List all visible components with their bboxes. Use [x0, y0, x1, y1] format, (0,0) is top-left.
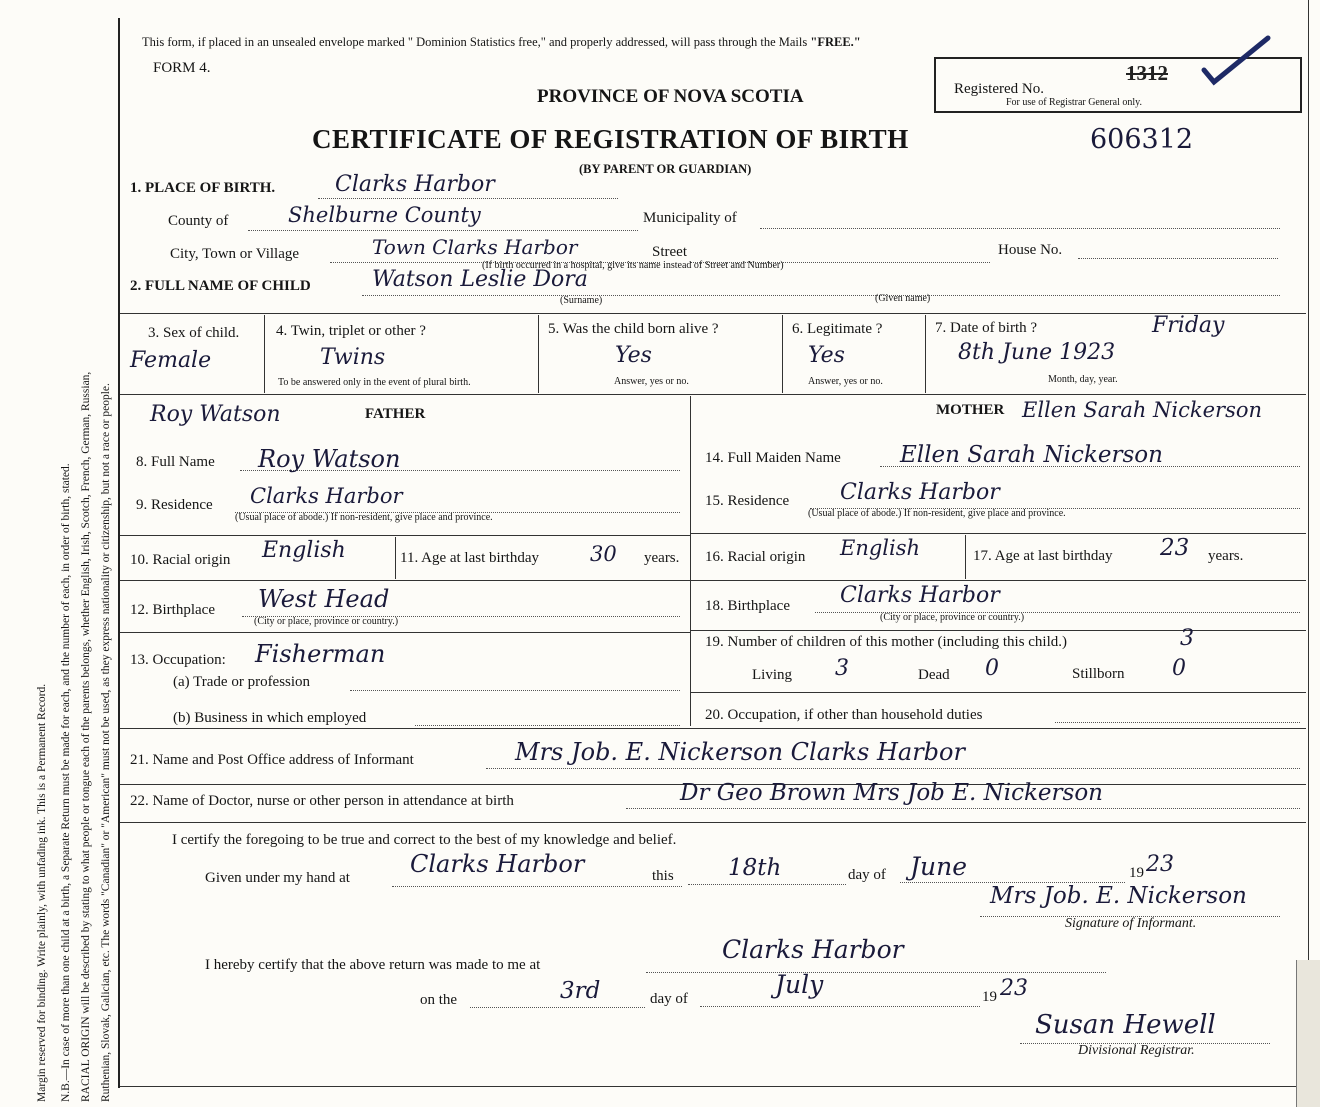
- doctor-line: [626, 808, 1300, 809]
- house-line: [1078, 258, 1278, 259]
- dob-day: Friday: [1152, 313, 1225, 338]
- father-race-sep: [395, 537, 396, 579]
- informant-line: [486, 768, 1300, 769]
- mother-residence-value: Clarks Harbor: [840, 480, 1000, 505]
- row3-sep-4: [925, 315, 926, 393]
- father-race-label: 10. Racial origin: [130, 552, 231, 568]
- informant-signature-label: Signature of Informant.: [1065, 916, 1197, 931]
- row3-sep-3: [782, 315, 783, 393]
- mail-note: This form, if placed in an unsealed envelope marked " Dominion Statistics free," and properly addressed, will pass through the Mails "FREE.": [142, 35, 861, 49]
- registered-note: For use of Registrar General only.: [1006, 97, 1142, 108]
- registrar-label: Divisional Registrar.: [1078, 1043, 1195, 1058]
- given-label: Given under my hand at: [205, 870, 350, 886]
- county-label: County of: [168, 213, 229, 229]
- mother-occupation-label: 20. Occupation, if other than household duties: [705, 707, 983, 723]
- informant-value: Mrs Job. E. Nickerson Clarks Harbor: [515, 738, 965, 766]
- child-name-label: 2. FULL NAME OF CHILD: [130, 278, 311, 294]
- legitimate-note: Answer, yes or no.: [808, 376, 883, 387]
- dob-value: 8th June 1923: [958, 340, 1116, 365]
- father-heading: FATHER: [365, 406, 426, 422]
- alive-value: Yes: [615, 343, 652, 368]
- mother-heading: MOTHER: [936, 402, 1005, 418]
- registrar-day-of: day of: [650, 991, 688, 1007]
- registrar-day-value: 3rd: [560, 978, 601, 1004]
- alive-note: Answer, yes or no.: [614, 376, 689, 387]
- given-month-value: June: [910, 852, 968, 881]
- page-curl: [1296, 960, 1320, 1107]
- father-race-value: English: [262, 538, 346, 563]
- mother-residence-label: 15. Residence: [705, 493, 790, 509]
- place-of-birth-label: 1. PLACE OF BIRTH.: [130, 180, 276, 196]
- child-name-value: Watson Leslie Dora: [372, 267, 588, 292]
- father-residence-label: 9. Residence: [136, 497, 213, 513]
- mother-age-years: years.: [1208, 548, 1244, 564]
- place-line: [318, 198, 618, 199]
- divider-top-row3: [120, 313, 1306, 314]
- mother-race-value: English: [840, 536, 921, 560]
- father-name-value: Roy Watson: [258, 445, 401, 473]
- parents-bottom: [120, 728, 1306, 729]
- registered-number: 1312: [1126, 61, 1168, 85]
- twin-value: Twins: [320, 345, 386, 370]
- checkmark-icon: [1198, 32, 1278, 92]
- city-label: City, Town or Village: [170, 246, 300, 262]
- trade-label: (a) Trade or profession: [173, 674, 311, 690]
- registrar-day-line: [470, 1007, 645, 1008]
- given-year-suffix: 23: [1146, 852, 1174, 877]
- doctor-label: 22. Name of Doctor, nurse or other person in attendance at birth: [130, 793, 514, 809]
- legitimate-label: 6. Legitimate ?: [792, 321, 883, 337]
- parents-divider: [690, 396, 691, 726]
- father-age-value: 30: [590, 542, 617, 566]
- registered-label: Registered No.: [954, 81, 1044, 97]
- registrar-signature: Susan Hewell: [1035, 1010, 1216, 1040]
- registrar-place-value: Clarks Harbor: [722, 935, 904, 964]
- surname-note: (Surname): [560, 295, 603, 306]
- certificate-number: 606312: [1090, 124, 1194, 155]
- registrar-month-value: July: [775, 970, 824, 999]
- twin-note: To be answered only in the event of plural birth.: [278, 377, 471, 388]
- registrar-year-prefix: 19: [982, 989, 997, 1005]
- business-label: (b) Business in which employed: [173, 710, 367, 726]
- row3-sep-1: [264, 315, 265, 393]
- mother-birthplace-note: (City or place, province or country.): [880, 612, 1025, 623]
- row3-sep-2: [538, 315, 539, 393]
- child-name-line: [362, 295, 1280, 296]
- alive-label: 5. Was the child born alive ?: [548, 321, 719, 337]
- father-residence-value: Clarks Harbor: [250, 484, 403, 508]
- doctor-value: Dr Geo Brown Mrs Job E. Nickerson: [680, 780, 1103, 806]
- municipality-label: Municipality of: [643, 210, 737, 226]
- sidebar-line-1: Ruthenian, Slovak, Galician, etc. The words "Canadian" or "American" must not be used, as they express nationality or citizenship, but not a race or people.: [100, 383, 112, 1102]
- divider-bottom-row3: [120, 394, 1306, 395]
- registrar-text: I hereby certify that the above return was made to me at: [205, 957, 541, 973]
- mother-age-value: 23: [1160, 535, 1190, 561]
- dob-note: Month, day, year.: [1048, 374, 1118, 385]
- mother-sep-3: [690, 630, 1306, 631]
- mother-sep-2: [690, 580, 1306, 581]
- given-place-value: Clarks Harbor: [410, 850, 585, 878]
- dob-label: 7. Date of birth ?: [935, 320, 1038, 336]
- mother-sep-1: [690, 533, 1306, 534]
- mother-race-label: 16. Racial origin: [705, 549, 806, 565]
- given-name-note: (Given name): [875, 293, 931, 304]
- father-heading-name: Roy Watson: [150, 402, 281, 427]
- mother-age-label: 17. Age at last birthday: [973, 548, 1113, 564]
- father-sep-1: [120, 535, 690, 536]
- sex-value: Female: [130, 348, 212, 373]
- certify-text: I certify the foregoing to be true and correct to the best of my knowledge and belief.: [172, 832, 677, 848]
- mother-residence-note: (Usual place of abode.) If non-resident, give place and province.: [808, 508, 1066, 519]
- house-label: House No.: [998, 242, 1063, 258]
- father-sep-3: [120, 632, 690, 633]
- this-label: this: [652, 868, 674, 884]
- legitimate-value: Yes: [808, 343, 845, 368]
- father-age-label: 11. Age at last birthday: [400, 550, 539, 566]
- registrar-place-line: [646, 972, 1106, 973]
- given-day-value: 18th: [728, 855, 782, 881]
- father-birthplace-note: (City or place, province or country.): [254, 616, 399, 627]
- children-count-value: 3: [1180, 626, 1194, 651]
- business-line: [415, 725, 680, 726]
- mother-sep-4: [690, 692, 1306, 693]
- father-residence-note: (Usual place of abode.) If non-resident, give place and province.: [235, 512, 493, 523]
- mother-birthplace-value: Clarks Harbor: [840, 583, 1000, 608]
- province-title: PROVINCE OF NOVA SCOTIA: [537, 86, 804, 107]
- informant-label: 21. Name and Post Office address of Informant: [130, 752, 414, 768]
- informant-signature: Mrs Job. E. Nickerson: [990, 883, 1247, 909]
- living-value: 3: [835, 656, 849, 681]
- registrar-on-the: on the: [420, 992, 458, 1008]
- divider-22-cert: [120, 822, 1306, 823]
- given-day-of: day of: [848, 867, 886, 883]
- mother-name-label: 14. Full Maiden Name: [705, 450, 841, 466]
- mother-birthplace-label: 18. Birthplace: [705, 598, 790, 614]
- street-note: (If birth occurred in a hospital, give its name instead of Street and Number): [482, 260, 784, 271]
- living-label: Living: [752, 667, 792, 683]
- given-day-line: [688, 884, 846, 885]
- sex-label: 3. Sex of child.: [148, 325, 240, 341]
- certificate-subtitle: (BY PARENT OR GUARDIAN): [579, 162, 752, 176]
- binding-margin: [0, 0, 118, 1107]
- place-of-birth-value: Clarks Harbor: [335, 172, 495, 197]
- given-year-prefix: 19: [1129, 865, 1144, 881]
- municipality-line: [760, 228, 1280, 229]
- trade-line: [350, 690, 680, 691]
- mother-name-value: Ellen Sarah Nickerson: [900, 442, 1163, 468]
- city-value: Town Clarks Harbor: [372, 235, 578, 259]
- county-line: [248, 230, 638, 231]
- form-number: FORM 4.: [153, 60, 211, 76]
- father-birthplace-label: 12. Birthplace: [130, 602, 215, 618]
- registrar-year-suffix: 23: [1000, 976, 1028, 1001]
- sidebar-line-3: N.B.—In case of more than one child at a birth, a Separate Return must be made for each, and the number of each, in order of birth, stated.: [60, 463, 72, 1102]
- mother-race-sep: [965, 535, 966, 579]
- twin-label: 4. Twin, triplet or other ?: [276, 323, 426, 339]
- registrar-month-line: [700, 1006, 980, 1007]
- sidebar-line-4: Margin reserved for binding. Write plainly, with unfading ink. This is a Permanent Record.: [36, 683, 48, 1102]
- father-age-years: years.: [644, 550, 680, 566]
- bottom-border: [120, 1086, 1296, 1087]
- children-count-label: 19. Number of children of this mother (including this child.): [705, 634, 1068, 650]
- sidebar-line-2: RACIAL ORIGIN will be described by stating to what people or tongue each of the parents belongs, whether English, Irish, Scotch, French, German, Russian,: [80, 371, 92, 1102]
- father-sep-2: [120, 580, 690, 581]
- father-birthplace-value: West Head: [258, 585, 390, 613]
- stillborn-label: Stillborn: [1072, 666, 1125, 682]
- mother-occupation-line: [1055, 722, 1300, 723]
- father-occupation-value: Fisherman: [255, 640, 386, 668]
- street-label: Street: [652, 244, 687, 260]
- father-name-label: 8. Full Name: [136, 454, 215, 470]
- father-occupation-label: 13. Occupation:: [130, 652, 226, 668]
- given-place-line: [392, 886, 682, 887]
- dead-label: Dead: [918, 667, 950, 683]
- county-value: Shelburne County: [288, 203, 481, 227]
- certificate-title: CERTIFICATE OF REGISTRATION OF BIRTH: [312, 124, 909, 154]
- right-edge: [1308, 0, 1309, 960]
- mother-heading-name: Ellen Sarah Nickerson: [1022, 398, 1263, 422]
- stillborn-value: 0: [1172, 656, 1186, 681]
- margin-border: [118, 18, 120, 1088]
- dead-value: 0: [985, 656, 999, 681]
